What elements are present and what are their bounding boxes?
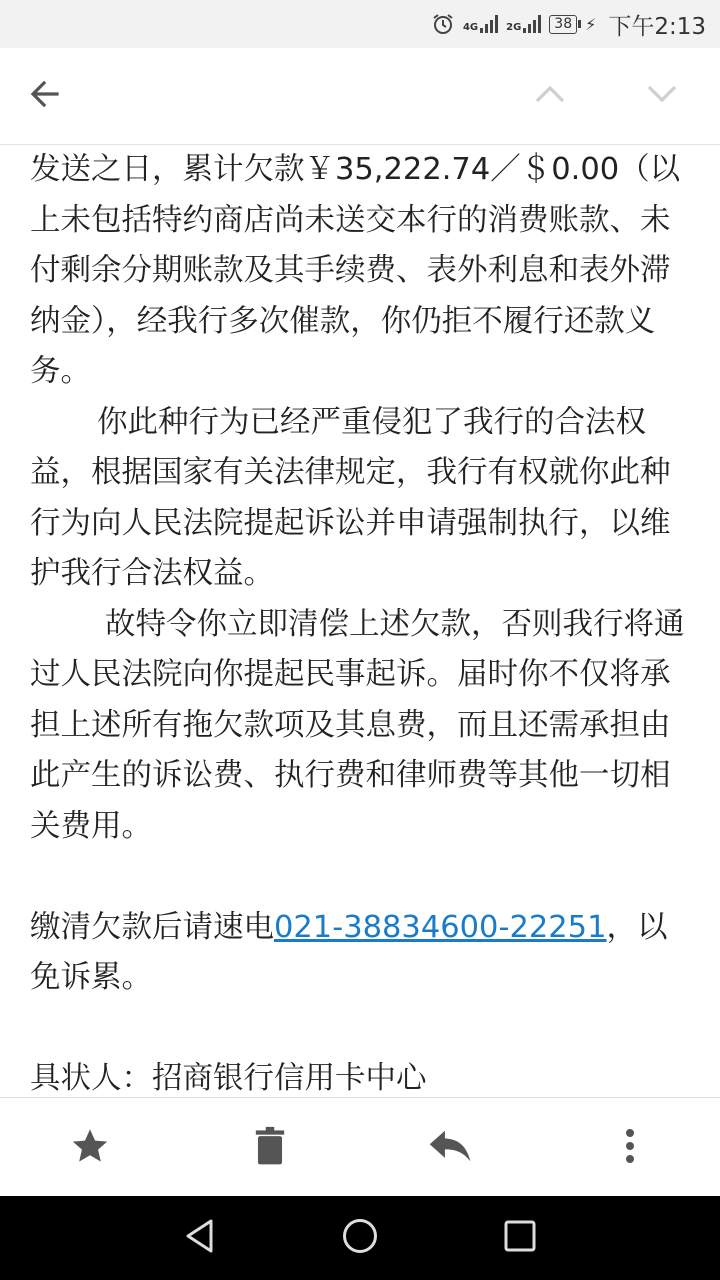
star-button[interactable] (50, 1098, 130, 1197)
nav-back-button[interactable] (160, 1196, 240, 1280)
signal-icon (506, 15, 541, 33)
back-arrow-icon (27, 76, 63, 116)
network-type-1: 4G (462, 22, 479, 33)
nav-home-button[interactable] (320, 1196, 400, 1280)
nav-recent-icon (503, 1219, 537, 1257)
email-body (0, 145, 720, 1097)
contact-text-after: ，以免诉累。 (30, 909, 668, 995)
chevron-down-icon (646, 84, 678, 108)
trash-icon (253, 1126, 287, 1170)
spacer (30, 852, 690, 903)
delete-button[interactable] (230, 1098, 310, 1197)
chevron-up-icon (534, 84, 566, 108)
spacer (30, 1004, 690, 1055)
system-nav-bar (0, 1196, 720, 1280)
nav-home-icon (341, 1217, 379, 1259)
paragraph-contact (30, 903, 690, 1004)
status-time: 下午2:13 (608, 13, 706, 40)
phone-link[interactable]: 021-38834600-22251 (274, 909, 607, 945)
back-button[interactable] (18, 48, 72, 144)
alarm-icon (431, 12, 455, 36)
reply-button[interactable] (410, 1098, 490, 1197)
paragraph-signature: 具状人：招商银行信用卡中心 (30, 1061, 427, 1096)
contact-text: 缴清欠款后请速电 (30, 909, 274, 945)
battery-level: 38 (549, 15, 577, 34)
email-toolbar (0, 48, 720, 145)
charging-icon: ⚡ (585, 14, 597, 34)
previous-email-button[interactable] (522, 48, 578, 144)
more-vert-icon (624, 1128, 636, 1168)
signal-icon (463, 15, 498, 33)
paragraph-debt-amount: 发送之日，累计欠款￥35,222.74／＄0.00（以上未包括特约商店尚未送交本行的消费账款、未付剩余分期账款及其手续费、表外利息和表外滞纳金），经我行多次催款，你仍拒不履行还款义务。 (30, 152, 681, 389)
next-email-button[interactable] (634, 48, 690, 144)
network-type-2: 2G (506, 22, 522, 33)
status-bar (0, 0, 720, 48)
battery-icon (549, 15, 581, 34)
paragraph-demand: 故特令你立即清偿上述欠款，否则我行将通过人民法院向你提起民事起诉。届时你不仅将承担上述所有拖欠款项及其息费，而且还需承担由此产生的诉讼费、执行费和律师费等其他一切相关费用。 (30, 606, 685, 844)
nav-recent-button[interactable] (480, 1196, 560, 1280)
reply-icon (428, 1128, 472, 1168)
paragraph-legal-rights: 你此种行为已经严重侵犯了我行的合法权益，根据国家有关法律规定，我行有权就你此种行为向人民法院提起诉讼并申请强制执行，以维护我行合法权益。 (30, 404, 671, 591)
email-action-bar (0, 1097, 720, 1197)
star-icon (69, 1125, 111, 1171)
more-options-button[interactable] (590, 1098, 670, 1197)
nav-back-icon (184, 1218, 216, 1258)
